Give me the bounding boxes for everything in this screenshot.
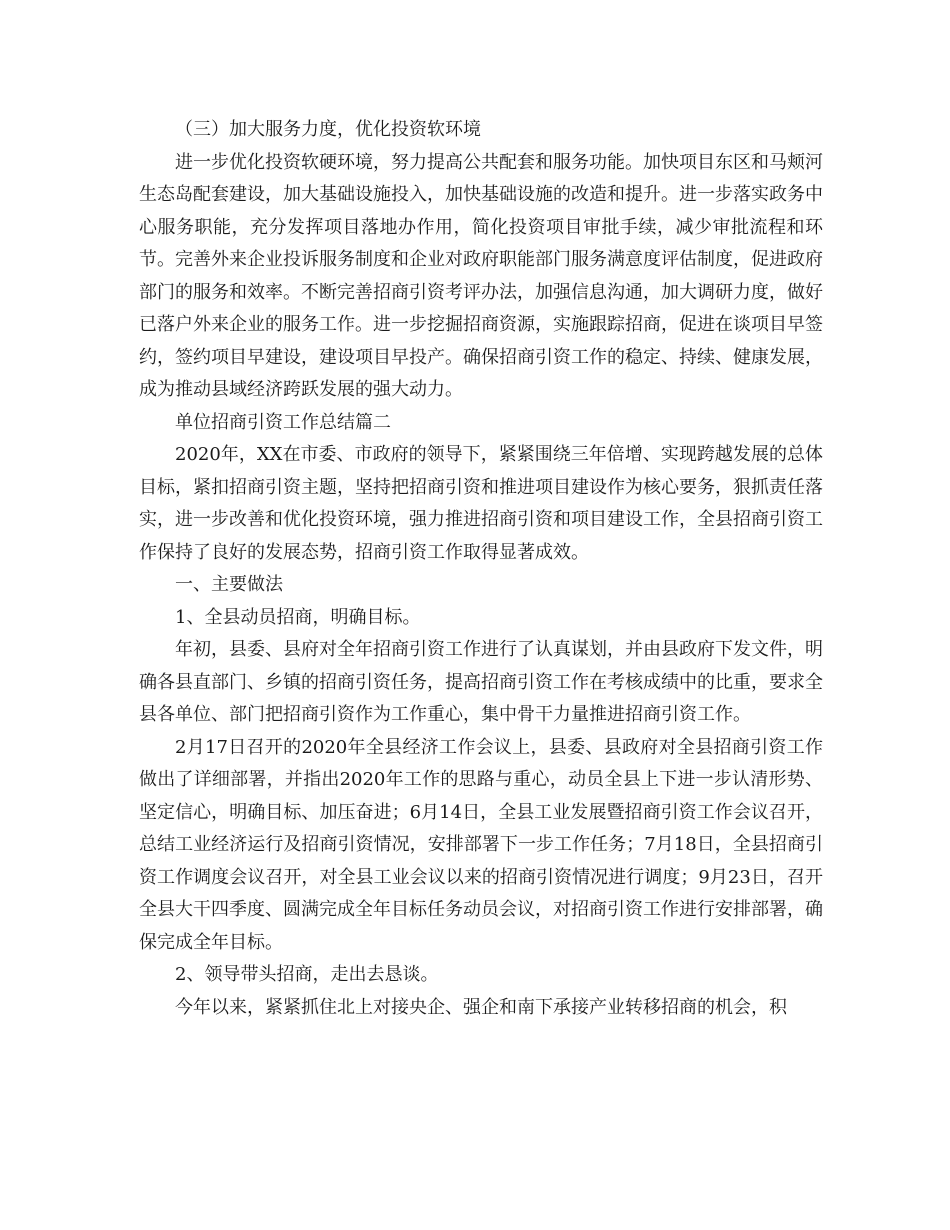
document-body <box>139 114 823 1024</box>
body-paragraph: 今年以来，紧紧抓住北上对接央企、强企和南下承接产业转移招商的机会，积 <box>175 996 787 1018</box>
subsection-heading: 2、领导带头招商，走出去恳谈。 <box>175 964 439 985</box>
body-paragraph: 进一步优化投资软硬环境，努力提高公共配套和服务功能。加快项目东区和马颊河生态岛配套建设，加大基础设施投入，加快基础设施的改造和提升。进一步落实政务中心服务职能，充分发挥项目落地办作用，简化投资项目审批手续，减少审批流程和环节。完善外来企业投诉服务制度和企业对政府职能部门服务满意度评估制度，促进政府部门的服务和效率。不断完善招商引资考评办法，加强信息沟通，加大调研力度，做好已落户外来企业的服务工作。进一步挖掘招商资源，实施跟踪招商，促进在谈项目早签约，签约项目早建设，建设项目早投产。确保招商引资工作的稳定、持续、健康发展，成为推动县域经济跨跃发展的强大动力。 <box>139 151 823 400</box>
body-paragraph: 2月17日召开的2020年全县经济工作会议上，县委、县政府对全县招商引资工作做出了详细部署，并指出2020年工作的思路与重心，动员全县上下进一步认清形势、坚定信心，明确目标、加压奋进；6月14日，全县工业发展暨招商引资工作会议召开，总结工业经济运行及招商引资情况，安排部署下一步工作任务；7月18日，全县招商引资工作调度会议召开，对全县工业会议以来的招商引资情况进行调度；9月23日，召开全县大干四季度、圆满完成全年目标任务动员会议，对招商引资工作进行安排部署，确保完成全年目标。 <box>139 736 823 953</box>
body-paragraph: 年初，县委、县府对全年招商引资工作进行了认真谋划，并由县政府下发文件，明确各县直部门、乡镇的招商引资任务，提高招商引资工作在考核成绩中的比重，要求全县各单位、部门把招商引资作为工作重心，集中骨干力量推进招商引资工作。 <box>139 639 823 725</box>
subsection-heading: 1、全县动员招商，明确目标。 <box>175 606 421 628</box>
body-paragraph: 2020年，XX在市委、市政府的领导下，紧紧围绕三年倍增、实现跨越发展的总体目标，紧扣招商引资主题，坚持把招商引资和推进项目建设作为核心要务，狠抓责任落实，进一步改善和优化投资环境，强力推进招商引资和项目建设工作，全县招商引资工作保持了良好的发展态势，招商引资工作取得显著成效。 <box>139 444 823 563</box>
article-title: 单位招商引资工作总结篇二 <box>175 411 391 433</box>
section-heading-main-practices: 一、主要做法 <box>175 574 283 595</box>
section-heading-service: （三）加大服务力度，优化投资软环境 <box>175 119 481 140</box>
